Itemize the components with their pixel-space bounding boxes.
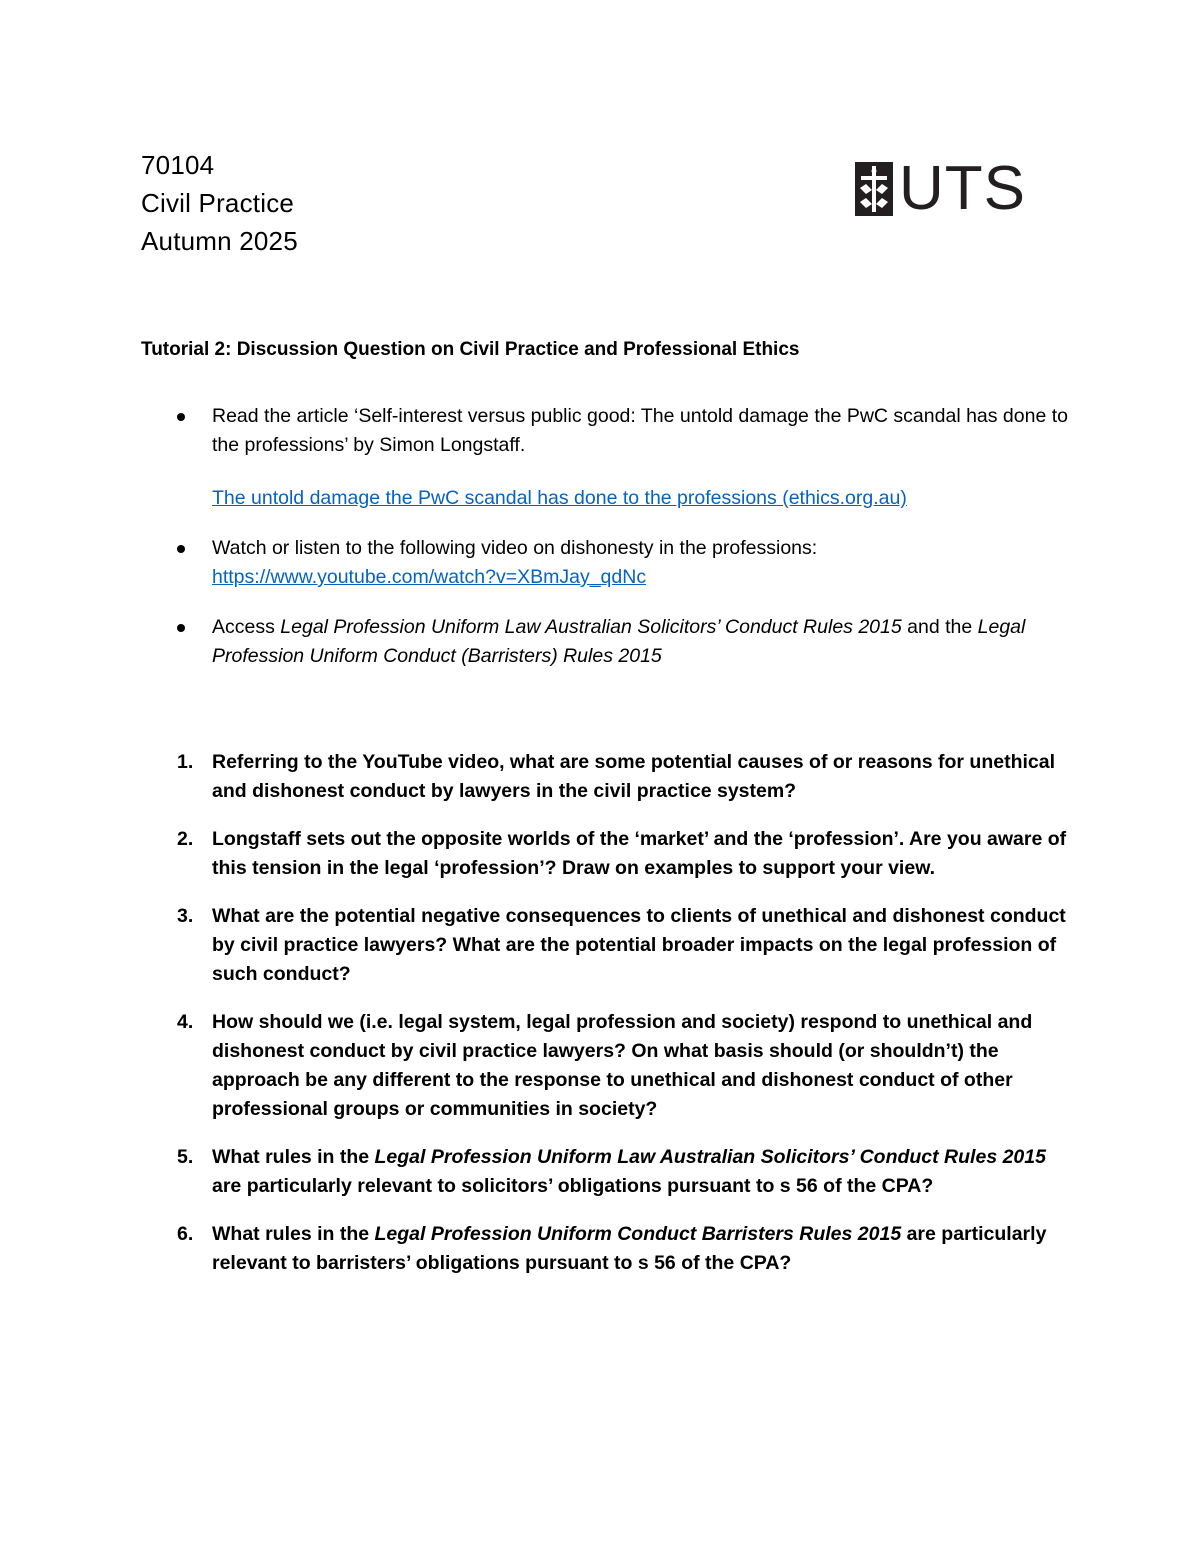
question-text <box>212 1143 1071 1201</box>
course-session: Autumn 2025 <box>141 226 298 256</box>
bullet-text: Read the article ‘Self-interest versus public good: The untold damage the PwC scandal has done to the professions’ by Simon Longstaff. <box>212 405 1068 456</box>
barristers-rules-title: Legal Profession Uniform Conduct Barristers Rules 2015 <box>374 1223 902 1245</box>
question-text <box>212 1220 1071 1278</box>
question-item <box>141 1008 1071 1124</box>
uts-logo-text: UTS <box>899 154 1026 223</box>
video-link[interactable]: https://www.youtube.com/watch?v=XBmJay_qdNc <box>212 566 647 588</box>
text-span: What rules in the <box>212 1146 375 1168</box>
question-item <box>141 1143 1071 1201</box>
question-text: Referring to the YouTube video, what are some potential causes of or reasons for unethical and dishonest conduct by lawyers in the civil practice system? <box>212 751 1056 802</box>
question-number: 5. <box>177 1146 194 1168</box>
list-item <box>141 534 1071 592</box>
question-text: Longstaff sets out the opposite worlds of the ‘market’ and the ‘profession’. Are you aware of this tension in the legal ‘profession’? Draw on examples to support your view. <box>212 828 1067 879</box>
uts-logo <box>855 154 1035 223</box>
bullet-text: Watch or listen to the following video on dishonesty in the professions: <box>212 537 818 559</box>
question-item <box>141 902 1071 989</box>
course-name: Civil Practice <box>141 188 295 218</box>
question-number: 4. <box>177 1011 194 1033</box>
text-span: Access <box>212 616 281 638</box>
text-span: are particularly relevant to solicitors’ obligations pursuant to s 56 of the CPA? <box>212 1175 934 1197</box>
list-item <box>141 613 1071 671</box>
question-text: How should we (i.e. legal system, legal profession and society) respond to unethical and dishonest conduct by civil practice lawyers? On what basis should (or shouldn’t) the approach be any different to the response to unethical and dishonest conduct of other professional groups or communities in society? <box>212 1011 1033 1120</box>
reading-list <box>141 402 1071 692</box>
question-text: What are the potential negative consequences to clients of unethical and dishonest conduct by civil practice lawyers? What are the potential broader impacts on the legal profession of such conduct? <box>212 905 1066 985</box>
course-code: 70104 <box>141 150 215 180</box>
bullet-icon <box>177 413 185 421</box>
question-item <box>141 1220 1071 1278</box>
course-header <box>141 146 298 260</box>
question-list <box>141 748 1071 1297</box>
article-link[interactable]: The untold damage the PwC scandal has done to the professions (ethics.org.au) <box>212 487 907 509</box>
question-number: 1. <box>177 751 194 773</box>
text-span: What rules in the <box>212 1223 375 1245</box>
list-item <box>141 402 1071 513</box>
bullet-text <box>212 613 1071 671</box>
text-span: are particularly relevant to barristers’ obligations pursuant to s 56 of the CPA? <box>212 1223 1047 1274</box>
barristers-rules-title: Legal Profession Uniform Conduct (Barristers) Rules 2015 <box>212 616 1026 667</box>
uts-crest-icon <box>855 162 893 216</box>
question-number: 2. <box>177 828 194 850</box>
question-number: 6. <box>177 1223 194 1245</box>
question-number: 3. <box>177 905 194 927</box>
tutorial-title: Tutorial 2: Discussion Question on Civil Practice and Professional Ethics <box>141 339 800 360</box>
question-item <box>141 825 1071 883</box>
bullet-icon <box>177 545 185 553</box>
solicitors-rules-title: Legal Profession Uniform Law Australian Solicitors’ Conduct Rules 2015 <box>374 1146 1046 1168</box>
text-span: and the <box>901 616 978 638</box>
solicitors-rules-title: Legal Profession Uniform Law Australian Solicitors’ Conduct Rules 2015 <box>280 616 902 638</box>
question-item <box>141 748 1071 806</box>
bullet-icon <box>177 624 185 632</box>
